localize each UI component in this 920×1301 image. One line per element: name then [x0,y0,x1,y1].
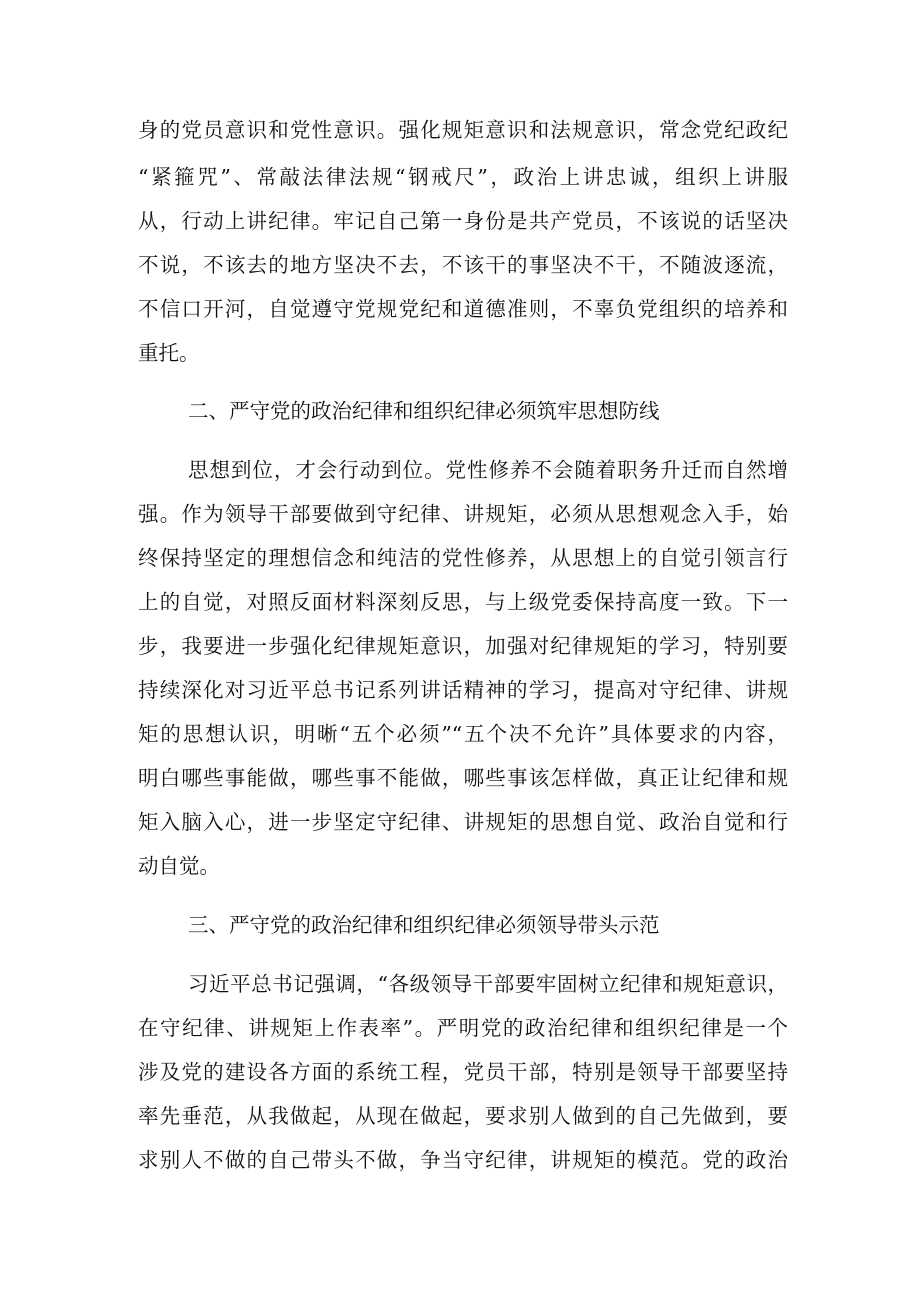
paragraph-line: 率先垂范，从我做起，从现在做起，要求别人做到的自己先做到，要 [138,1104,788,1128]
paragraph-line: 习近平总书记强调，“各级领导干部要牢固树立纪律和规矩意识， [188,972,788,996]
paragraph-line: 步，我要进一步强化纪律规矩意识，加强对纪律规矩的学习，特别要 [138,634,788,658]
paragraph-line: 在守纪律、讲规矩上作表率”。严明党的政治纪律和组织纪律是一个 [138,1016,788,1040]
paragraph-line: “紧箍咒”、常敲法律法规“钢戒尺”，政治上讲忠诚，组织上讲服 [138,165,788,189]
paragraph-line: 思想到位，才会行动到位。党性修养不会随着职务升迁而自然增 [188,458,788,482]
paragraph-line: 矩入脑入心，进一步坚定守纪律、讲规矩的思想自觉、政治自觉和行 [138,810,788,834]
paragraph-line: 不信口开河，自觉遵守党规党纪和道德准则，不辜负党组织的培养和 [138,297,788,321]
paragraph-line: 持续深化对习近平总书记系列讲话精神的学习，提高对守纪律、讲规 [138,678,788,702]
section-heading-2: 二、严守党的政治纪律和组织纪律必须筑牢思想防线 [188,399,660,423]
paragraph-line: 终保持坚定的理想信念和纯洁的党性修养，从思想上的自觉引领言行 [138,546,788,570]
paragraph-line: 动自觉。 [138,854,220,878]
section-heading-3: 三、严守党的政治纪律和组织纪律必须领导带头示范 [188,913,660,937]
paragraph-line: 强。作为领导干部要做到守纪律、讲规矩，必须从思想观念入手，始 [138,502,788,526]
paragraph-line: 涉及党的建设各方面的系统工程，党员干部，特别是领导干部要坚持 [138,1060,788,1084]
paragraph-line: 求别人不做的自己带头不做，争当守纪律，讲规矩的模范。党的政治 [138,1148,788,1172]
paragraph-line: 不说，不该去的地方坚决不去，不该干的事坚决不干，不随波逐流， [138,253,788,277]
paragraph-line: 明白哪些事能做，哪些事不能做，哪些事该怎样做，真正让纪律和规 [138,766,788,790]
paragraph-line: 从，行动上讲纪律。牢记自己第一身份是共产党员，不该说的话坚决 [138,209,788,233]
paragraph-line: 上的自觉，对照反面材料深刻反思，与上级党委保持高度一致。下一 [138,590,788,614]
paragraph-line: 身的党员意识和党性意识。强化规矩意识和法规意识，常念党纪政纪 [138,118,788,142]
paragraph-line: 重托。 [138,341,200,365]
paragraph-line: 矩的思想认识，明晰“五个必须”“五个决不允许”具体要求的内容， [138,722,788,746]
